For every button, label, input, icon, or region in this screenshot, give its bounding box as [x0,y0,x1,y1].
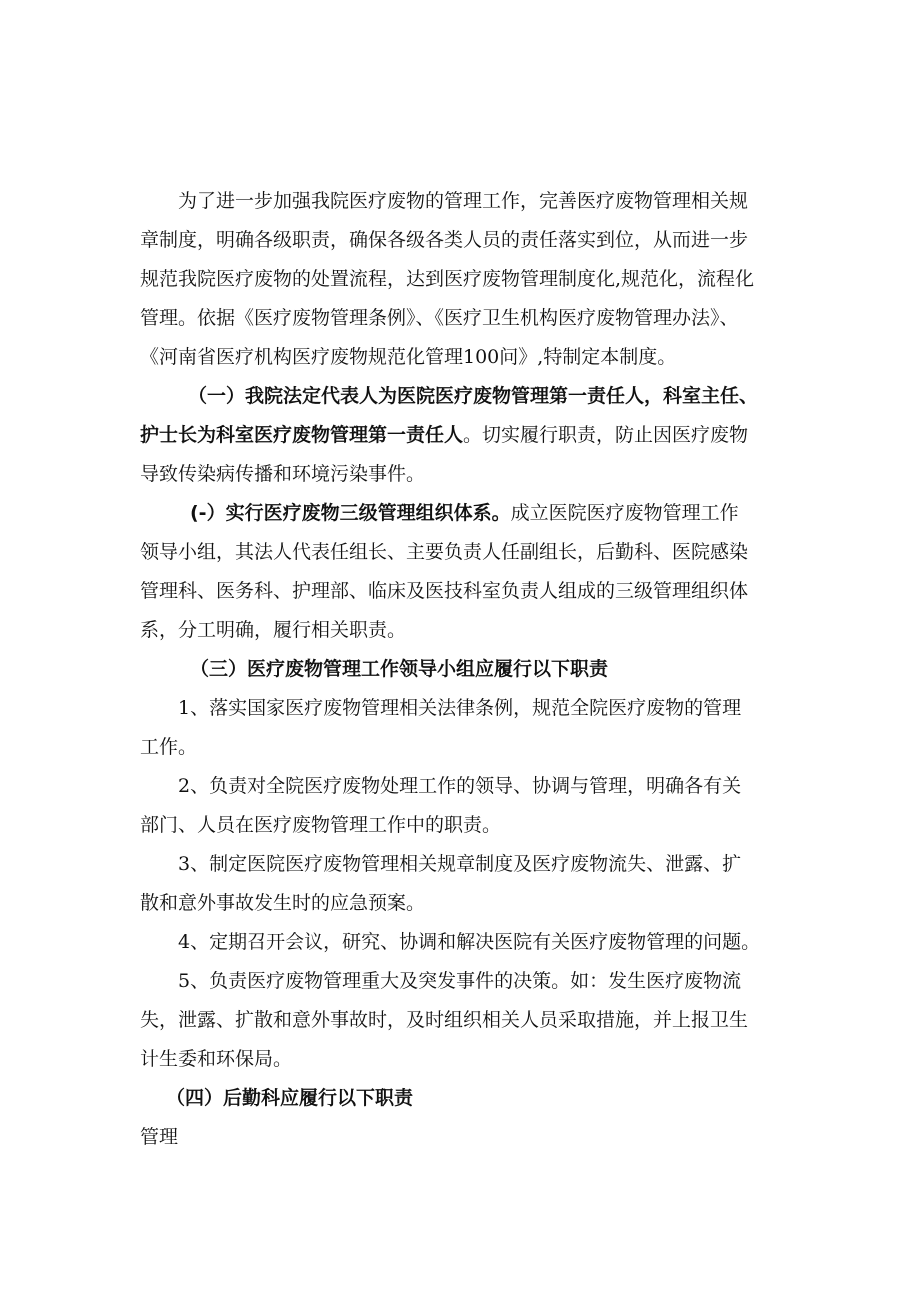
section3-item4-line-1: 4、定期召开会议，研究、协调和解决医院有关医疗废物管理的问题。 [178,931,761,953]
section3-heading: （三）医疗废物管理工作领导小组应履行以下职责 [190,658,609,680]
section3-item1-line-1: 1、落实国家医疗废物管理相关法律条例，规范全院医疗废物的管理 [178,697,742,719]
section2-heading: (-）实行医疗废物三级管理组织体系。 [190,502,511,524]
section1-heading-line-1: （一）我院法定代表人为医院医疗废物管理第一责任人，科室主任、 [188,385,759,407]
section2-line-3: 管理科、医务科、护理部、临床及医技科室负责人组成的三级管理组织体 [140,580,749,602]
section1-line-2 [140,423,748,447]
intro-line-4: 管理。依据《医疗废物管理条例》、《医疗卫生机构医疗废物管理办法》、 [140,307,739,329]
section3-item5-line-3: 计生委和环保局。 [140,1048,293,1070]
section2-line-2: 领导小组，其法人代表任组长、主要负责人任副组长，后勤科、医院感染 [140,541,749,563]
section3-item5-line-2: 失，泄露、扩散和意外事故时，及时组织相关人员采取措施，并上报卫生 [140,1009,749,1031]
section3-item2-line-2: 部门、人员在医疗废物管理工作中的职责。 [140,814,502,836]
intro-line-5: 《河南省医疗机构医疗废物规范化管理100问》,特制定本制度。 [140,346,677,368]
section2-line-1 [190,501,739,525]
section1-line-3: 导致传染病传播和环境污染事件。 [140,463,426,485]
intro-line-2: 章制度，明确各级职责，确保各级各类人员的责任落实到位，从而进一步 [140,229,749,251]
section3-item1-line-2: 工作。 [140,736,198,758]
section2-line-4: 系，分工明确，履行相关职责。 [140,619,407,641]
section1-heading-line-2: 护士长为科室医疗废物管理第一责任人 [140,424,464,446]
intro-line-3: 规范我院医疗废物的处置流程，达到医疗废物管理制度化,规范化，流程化 [140,268,755,290]
section2-line-1-text: 成立医院医疗废物管理工作 [510,502,739,524]
section3-item5-line-1: 5、负责医疗废物管理重大及突发事件的决策。如：发生医疗废物流 [178,970,742,992]
section3-item3-line-2: 散和意外事故发生时的应急预案。 [140,892,426,914]
section1-line-2-text: 。切实履行职责，防止因医疗废物 [463,424,749,446]
section4-trailing-text: 管理 [140,1126,179,1148]
intro-line-1: 为了进一步加强我院医疗废物的管理工作，完善医疗废物管理相关规 [178,190,749,212]
section4-heading: （四）后勤科应履行以下职责 [166,1087,414,1109]
section3-item2-line-1: 2、负责对全院医疗废物处理工作的领导、协调与管理，明确各有关 [178,775,742,797]
section3-item3-line-1: 3、制定医院医疗废物管理相关规章制度及医疗废物流失、泄露、扩 [178,853,742,875]
